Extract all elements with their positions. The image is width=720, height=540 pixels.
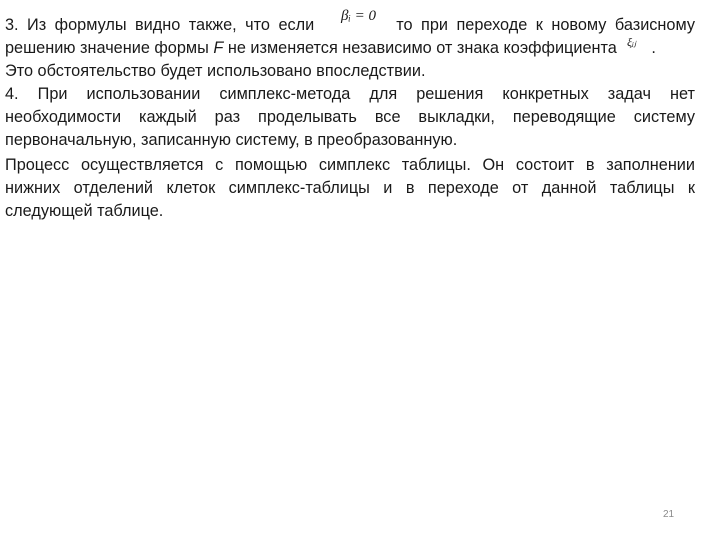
text-segment: Процесс осуществляется с помощью симплекс таблицы. Он состоит в заполнении <box>5 156 695 174</box>
formula-beta-zero: βᵢ = 0 <box>341 8 376 24</box>
text-segment: решению значение формы <box>5 39 209 57</box>
paragraph-5-line-2 <box>5 177 695 200</box>
text-segment: то при переходе к новому базисному <box>396 16 695 34</box>
document-body <box>5 8 695 223</box>
paragraph-4-line-1 <box>5 83 695 106</box>
paragraph-5-line-3 <box>5 200 695 223</box>
paragraph-4-line-3 <box>5 129 695 152</box>
formula-xi-coefficient: ξᵢⱼ <box>627 35 637 49</box>
period: . <box>651 39 656 57</box>
page-number: 21 <box>663 509 675 520</box>
variable-f: F <box>213 39 224 57</box>
text-segment: Это обстоятельство будет использовано впоследствии. <box>5 62 426 80</box>
text-segment: 3. Из формулы видно также, что если <box>5 16 315 34</box>
text-segment: необходимости каждый раз проделывать все выкладки, переводящие систему <box>5 108 695 126</box>
text-segment: нижних отделений клеток симплекс-таблицы и в переходе от данной таблицы к <box>5 179 695 197</box>
text-segment: первоначальную, записанную систему, в преобразованную. <box>5 131 458 149</box>
paragraph-3-line-3 <box>5 60 695 83</box>
text-segment: следующей таблице. <box>5 202 164 220</box>
paragraph-5-line-1 <box>5 154 695 177</box>
paragraph-3-line-1 <box>5 8 695 37</box>
paragraph-3-line-2 <box>5 37 695 60</box>
text-segment: 4. При использовании симплекс-метода для решения конкретных задач нет <box>5 85 695 103</box>
paragraph-4-line-2 <box>5 106 695 129</box>
text-segment: не изменяется независимо от знака коэффициента <box>227 39 617 57</box>
